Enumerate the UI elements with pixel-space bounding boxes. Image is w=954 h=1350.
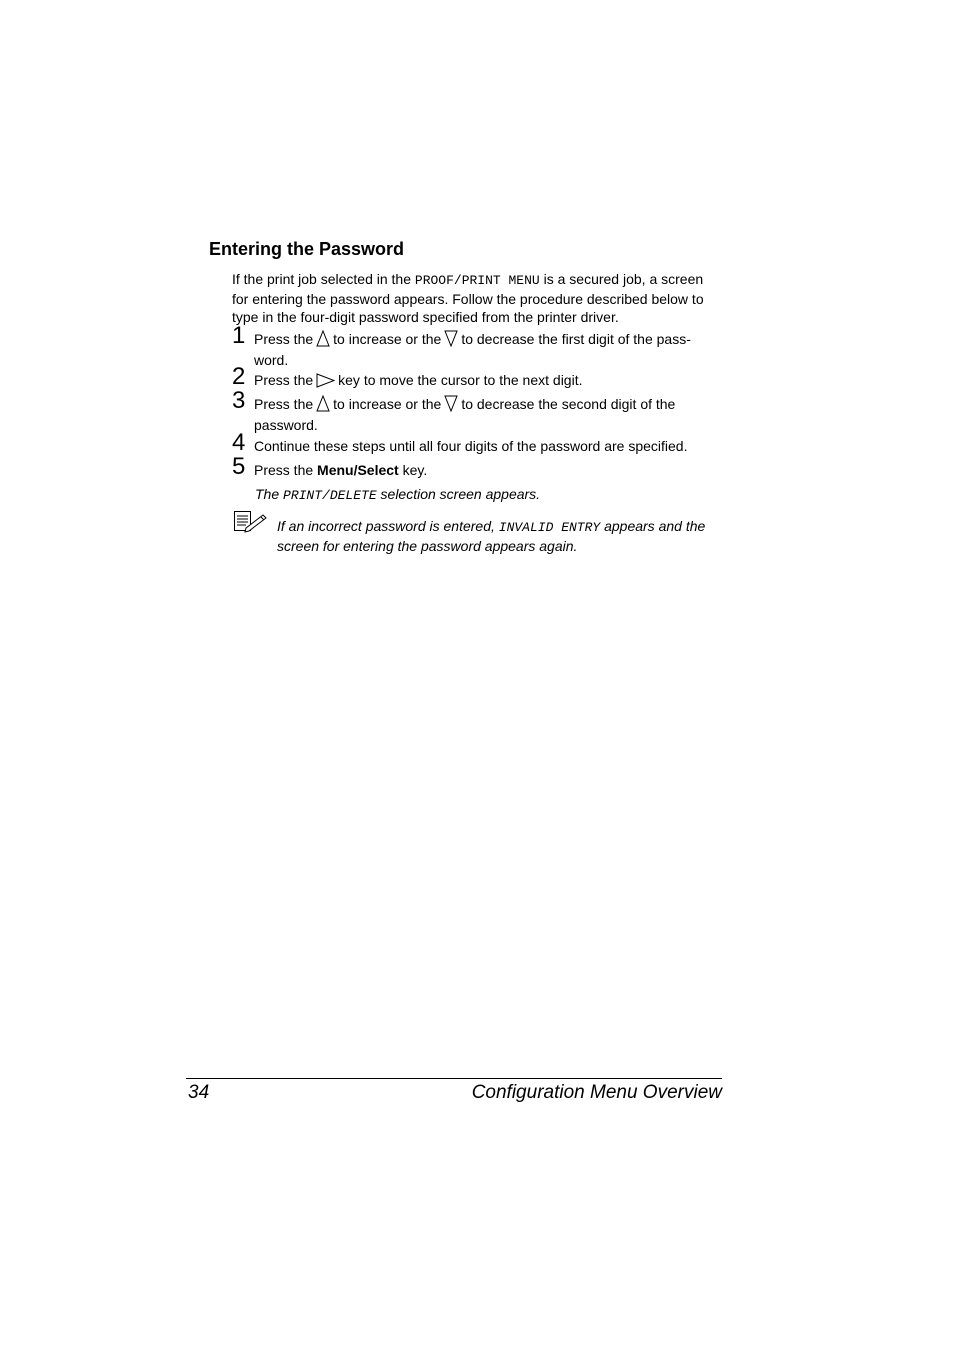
page-number: 34 — [188, 1082, 210, 1103]
right-arrow-icon — [316, 373, 335, 392]
intro-text-2: is a secured job, a screen for entering the password appears. Follow the procedure described below to type in the four-digit password specified from the printer driver. — [232, 271, 704, 325]
step-1 — [232, 322, 722, 370]
down-arrow-icon — [444, 330, 458, 351]
screen-name: PRINT/DELETE — [283, 488, 377, 503]
result-text-part: The — [255, 486, 284, 502]
step-text — [254, 395, 722, 434]
step-text-part: key. — [398, 462, 428, 478]
step-text-part: Press the — [254, 396, 314, 412]
step-result — [255, 485, 722, 505]
step-text: Continue these steps until all four digits of the password are specified. — [254, 438, 688, 454]
step-3 — [232, 387, 722, 435]
step-text-part: to decrease the second digit of the password. — [254, 396, 676, 433]
step-text-part: Press the — [254, 462, 318, 478]
step-text-part: Press the — [254, 372, 314, 388]
step-number: 5 — [232, 453, 246, 480]
note-text-part: appears and the screen for entering the password appears again. — [277, 518, 706, 554]
up-arrow-icon — [316, 395, 330, 416]
step-number: 2 — [232, 363, 246, 390]
intro-text-1: If the print job selected in the — [232, 271, 415, 287]
result-text-part: selection screen appears. — [376, 486, 541, 502]
up-arrow-icon — [316, 330, 330, 351]
down-arrow-icon — [444, 395, 458, 416]
step-number: 3 — [232, 387, 246, 414]
chapter-title: Configuration Menu Overview — [471, 1082, 722, 1103]
step-text — [254, 461, 722, 479]
step-number: 1 — [232, 322, 246, 349]
error-message: INVALID ENTRY — [498, 520, 601, 535]
step-text-part: to increase or the — [333, 396, 442, 412]
step-text-part: to decrease the first digit of the pass-word. — [254, 331, 691, 368]
step-number: 4 — [232, 429, 246, 456]
footer-divider — [186, 1078, 722, 1079]
note-text-part: If an incorrect password is entered, — [277, 518, 499, 534]
step-text-part: to increase or the — [333, 331, 442, 347]
step-text-part: key to move the cursor to the next digit. — [338, 372, 583, 388]
step-text — [254, 330, 722, 369]
key-name: Menu/Select — [317, 462, 399, 478]
section-heading: Entering the Password — [209, 239, 405, 259]
menu-name: PROOF/PRINT MENU — [414, 273, 540, 288]
step-text-part: Press the — [254, 331, 314, 347]
intro-paragraph — [232, 270, 722, 326]
note-text — [277, 517, 722, 555]
note-pencil-icon — [232, 509, 268, 538]
step-text — [254, 371, 722, 392]
